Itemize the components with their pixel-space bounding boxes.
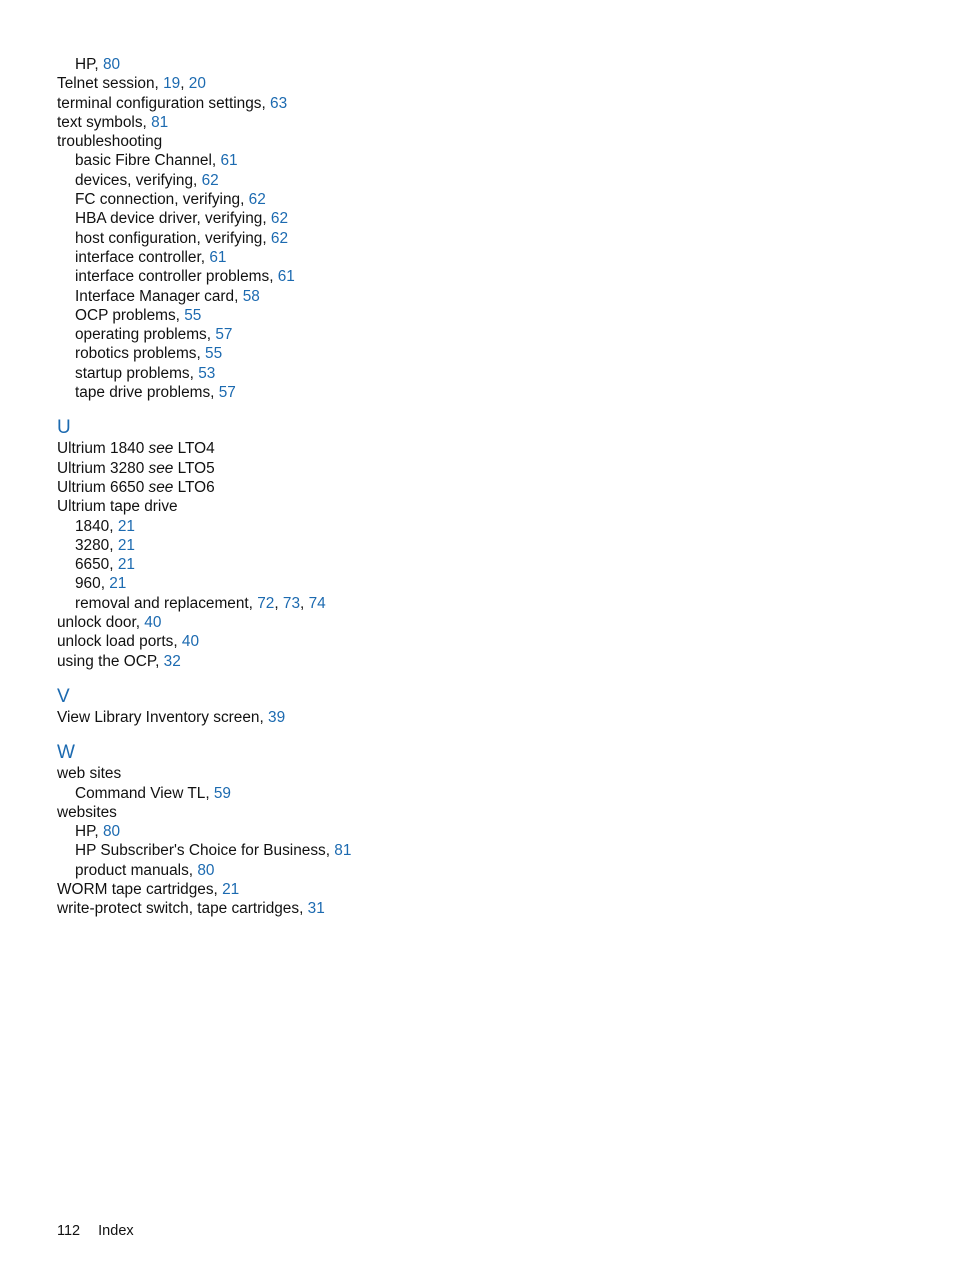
index-term: tape drive problems	[75, 384, 211, 402]
index-entry: text symbols, 81	[57, 113, 169, 131]
see-reference-target: LTO5	[177, 459, 215, 477]
page-number: 112	[57, 1223, 81, 1239]
index-letter-heading: W	[57, 742, 75, 764]
index-subentry: Command View TL, 59	[75, 784, 231, 802]
index-subentry: tape drive problems, 57	[75, 384, 236, 402]
page-reference-link[interactable]: 57	[215, 326, 233, 344]
index-entry: using the OCP, 32	[57, 652, 181, 670]
page-reference-link[interactable]: 20	[188, 75, 206, 93]
page-reference-link[interactable]: 55	[184, 306, 202, 324]
index-term: Telnet session	[57, 75, 155, 93]
index-entry: unlock door, 40	[57, 614, 162, 632]
page-reference-link[interactable]: 39	[268, 708, 286, 726]
index-term: Command View TL	[75, 784, 206, 802]
index-term: View Library Inventory screen	[57, 708, 260, 726]
index-term: HP Subscriber's Choice for Business	[75, 842, 326, 860]
index-letter-heading: U	[57, 417, 71, 439]
index-term: interface controller problems	[75, 268, 270, 286]
page-reference-link[interactable]: 21	[109, 575, 127, 593]
index-term: web sites	[57, 765, 122, 783]
see-reference-target: LTO4	[177, 440, 215, 458]
index-term: unlock door	[57, 614, 136, 632]
page-reference-link[interactable]: 61	[277, 268, 295, 286]
index-subentry: robotics problems, 55	[75, 345, 223, 363]
index-subentry: OCP problems, 55	[75, 306, 202, 324]
index-term: 6650	[75, 556, 110, 574]
index-entry	[57, 497, 917, 516]
page-reference-link[interactable]: 21	[117, 536, 135, 554]
index-term: interface controller	[75, 248, 201, 266]
index-term: product manuals	[75, 861, 189, 879]
index-subentry: interface controller, 61	[75, 248, 227, 266]
index-subentry: product manuals, 80	[75, 861, 215, 879]
index-entry: write-protect switch, tape cartridges, 31	[57, 900, 325, 918]
index-term: unlock load ports	[57, 633, 174, 651]
index-subentry: host configuration, verifying, 62	[75, 229, 289, 247]
index-term: robotics problems	[75, 345, 197, 363]
index-term: using the OCP	[57, 652, 156, 670]
index-subentry: interface controller problems, 61	[75, 268, 295, 286]
index-term: operating problems	[75, 326, 207, 344]
page-reference-link[interactable]: 21	[117, 517, 135, 535]
page-reference-link[interactable]: 62	[248, 191, 266, 209]
index-term: Interface Manager card	[75, 287, 235, 305]
index-term: Ultrium tape drive	[57, 498, 178, 516]
index-subentry: basic Fibre Channel, 61	[75, 152, 238, 170]
index-entry: View Library Inventory screen, 39	[57, 708, 286, 726]
index-subentry: 960, 21	[75, 575, 127, 593]
index-subentry: 1840, 21	[75, 517, 135, 535]
index-term: basic Fibre Channel	[75, 152, 212, 170]
page-reference-link[interactable]: 61	[209, 248, 227, 266]
page-reference-link[interactable]: 63	[270, 94, 288, 112]
page-reference-link[interactable]: 74	[308, 594, 326, 612]
page-reference-link[interactable]: 21	[222, 880, 240, 898]
index-term: host configuration, verifying	[75, 229, 263, 247]
see-reference-label: see	[148, 459, 174, 477]
page-reference-link[interactable]: 80	[102, 56, 121, 73]
page-reference-link[interactable]: 62	[270, 210, 289, 228]
see-reference-label: see	[148, 440, 174, 458]
page-reference-link[interactable]: 40	[181, 633, 200, 651]
index-term: Ultrium 1840	[57, 440, 145, 458]
page-reference-link[interactable]: 61	[220, 152, 238, 170]
index-entry	[57, 803, 917, 822]
page-reference-link[interactable]: 21	[117, 556, 135, 574]
index-term: WORM tape cartridges	[57, 880, 214, 898]
index-term: 1840	[75, 517, 110, 535]
page-reference-link[interactable]: 19	[163, 75, 181, 93]
index-subentry: HBA device driver, verifying, 62	[75, 210, 289, 228]
index-term: removal and replacement	[75, 594, 249, 612]
index-entry: unlock load ports, 40	[57, 633, 200, 651]
index-term: OCP problems	[75, 306, 176, 324]
index-letter-heading: V	[57, 685, 70, 707]
page-reference-link[interactable]: 57	[218, 384, 236, 402]
index-subentry: HP Subscriber's Choice for Business, 81	[75, 842, 352, 860]
index-term: terminal configuration settings	[57, 94, 262, 112]
page-reference-link[interactable]: 53	[198, 364, 216, 382]
index-subentry: HP, 80	[75, 823, 121, 841]
index-term: devices, verifying	[75, 171, 194, 189]
index-subentry: Interface Manager card, 58	[75, 287, 260, 305]
page-reference-link[interactable]: 81	[334, 842, 352, 860]
page-reference-link[interactable]: 80	[102, 823, 121, 841]
index-term: HP	[75, 56, 95, 73]
page-reference-link[interactable]: 55	[205, 345, 223, 363]
see-reference-target: LTO6	[177, 478, 215, 496]
index-term: 960	[75, 575, 101, 593]
index-entry: WORM tape cartridges, 21	[57, 880, 240, 898]
index-term: startup problems	[75, 364, 190, 382]
index-subentry: operating problems, 57	[75, 326, 233, 344]
index-subentry: removal and replacement, 72, 73, 74	[75, 594, 326, 612]
index-subentry: 3280, 21	[75, 536, 135, 554]
index-subentry: startup problems, 53	[75, 364, 216, 382]
index-entry	[57, 764, 917, 783]
index-entry: Telnet session, 19, 20	[57, 75, 206, 93]
page-reference-link[interactable]: 81	[151, 113, 169, 131]
page-reference-link[interactable]: 73	[282, 594, 301, 612]
page-reference-link[interactable]: 62	[201, 171, 219, 189]
index-term: text symbols	[57, 113, 143, 131]
index-term: 3280	[75, 536, 110, 554]
footer-section-title: Index	[98, 1223, 134, 1239]
page-reference-link[interactable]: 59	[213, 784, 231, 802]
index-term: troubleshooting	[57, 133, 163, 151]
index-list	[57, 55, 917, 919]
index-entry	[57, 132, 917, 151]
index-subentry: devices, verifying, 62	[75, 171, 219, 189]
index-entry	[57, 439, 917, 458]
page-reference-link[interactable]: 58	[242, 287, 260, 305]
index-subentry: FC connection, verifying, 62	[75, 191, 266, 209]
index-term: FC connection, verifying	[75, 191, 241, 209]
index-term: Ultrium 6650	[57, 478, 145, 496]
index-term: websites	[57, 803, 117, 821]
page-reference-link[interactable]: 32	[163, 652, 181, 670]
page-reference-link[interactable]: 72	[257, 594, 275, 612]
index-subentry: 6650, 21	[75, 556, 135, 574]
index-entry	[57, 459, 917, 478]
see-reference-label: see	[148, 478, 174, 496]
index-subentry: HP, 80	[75, 56, 121, 73]
page-reference-link[interactable]: 31	[307, 900, 325, 918]
index-term: write-protect switch, tape cartridges	[57, 900, 300, 918]
index-term: Ultrium 3280	[57, 459, 145, 477]
index-term: HP	[75, 823, 95, 841]
page-reference-link[interactable]: 40	[144, 614, 162, 632]
page-reference-link[interactable]: 80	[197, 861, 215, 879]
index-entry: terminal configuration settings, 63	[57, 94, 288, 112]
index-term: HBA device driver, verifying	[75, 210, 263, 228]
index-entry	[57, 478, 917, 497]
page-footer	[57, 1222, 134, 1240]
page-reference-link[interactable]: 62	[270, 229, 289, 247]
